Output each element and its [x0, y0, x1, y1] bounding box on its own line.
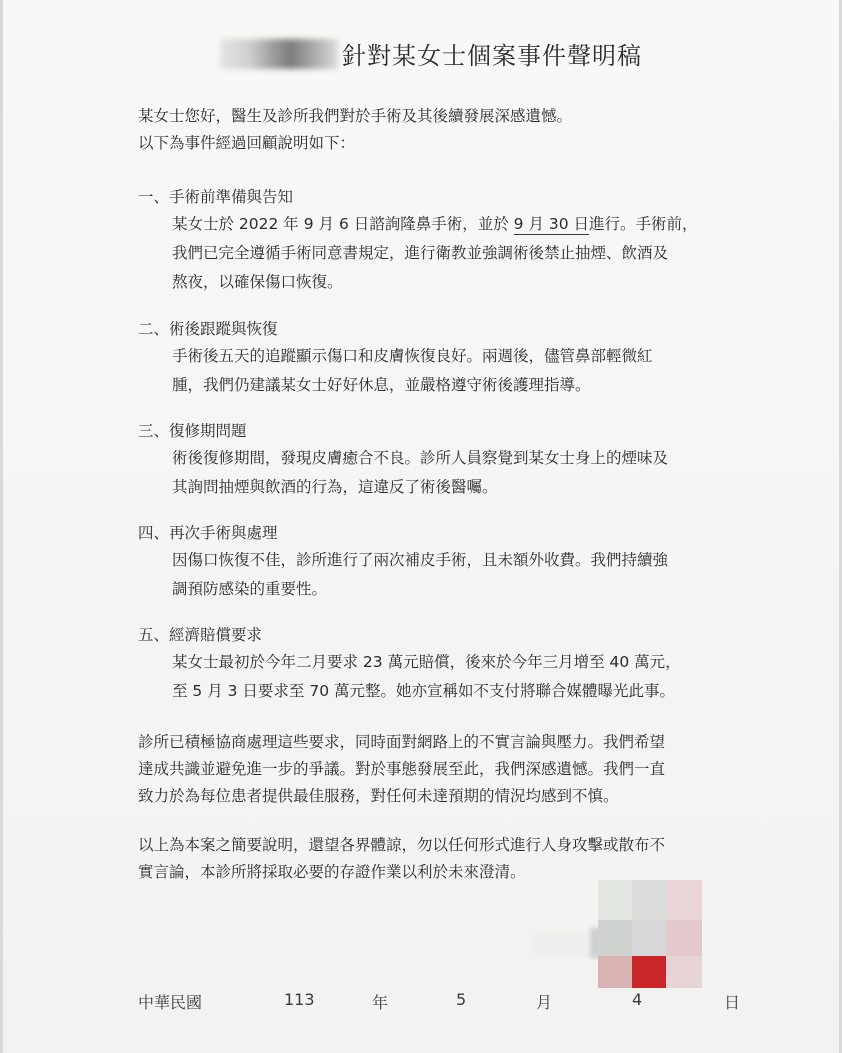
section-4-line-1: 因傷口恢復不佳，診所進行了兩次補皮手術，且未額外收費。我們持續強 — [172, 551, 669, 569]
section-4-line-2: 調預防感染的重要性。 — [172, 580, 328, 598]
date-era: 中華民國 — [138, 993, 203, 1012]
section-5-heading: 五、經濟賠償要求 — [138, 626, 263, 644]
date-line — [138, 990, 748, 1016]
final-line-2: 實言論，本診所將採取必要的存證作業以利於未來澄清。 — [138, 863, 526, 881]
closing-line-3: 致力於為每位患者提供最佳服務，對任何未達預期的情況均感到不慎。 — [138, 787, 619, 805]
statement-title — [220, 36, 680, 72]
intro-line-1: 某女士您好，醫生及診所我們對於手術及其後續發展深感遺憾。 — [138, 107, 573, 125]
date-month-unit: 月 — [536, 993, 553, 1012]
section-1-line-1 — [172, 210, 698, 239]
section-2-line-1: 手術後五天的追蹤顯示傷口和皮膚恢復良好。兩週後，儘管鼻部輕微紅 — [172, 347, 653, 365]
section-1-heading: 一、手術前準備與告知 — [138, 188, 294, 206]
section-1-line-1-pre: 某女士於 2022 年 9 月 6 日諮詢隆鼻手術，並於 — [172, 215, 514, 233]
date-day: 4 — [632, 990, 643, 1009]
page-left-edge — [0, 0, 3, 1053]
section-1-line-3: 熬夜，以確保傷口恢復。 — [172, 273, 343, 291]
section-1-line-1-post: 進行。手術前， — [589, 215, 698, 233]
redacted-signature-seal — [520, 880, 720, 990]
section-2-heading: 二、術後跟蹤與恢復 — [138, 320, 278, 338]
section-2-line-2: 腫，我們仍建議某女士好好休息，並嚴格遵守術後護理指導。 — [172, 376, 591, 394]
date-day-unit: 日 — [724, 993, 741, 1012]
intro-line-2: 以下為事件經過回顧說明如下： — [138, 134, 356, 152]
date-month: 5 — [456, 990, 467, 1009]
title-text: 針對某女士個案事件聲明稿 — [342, 42, 642, 70]
section-3-heading: 三、復修期問題 — [138, 422, 247, 440]
underlined-surgery-date: 9 月 30 日 — [513, 215, 590, 233]
section-3-line-1: 術後復修期間，發現皮膚癒合不良。診所人員察覺到某女士身上的煙味及 — [172, 449, 669, 467]
section-4-heading: 四、再次手術與處理 — [138, 524, 278, 542]
section-5-line-2: 至 5 月 3 日要求至 70 萬元整。她亦宣稱如不支付將聯合媒體曝光此事。 — [172, 682, 676, 700]
closing-line-1: 診所已積極協商處理這些要求，同時面對網路上的不實言論與壓力。我們希望 — [138, 733, 666, 751]
date-year: 113 — [284, 990, 315, 1009]
date-year-unit: 年 — [372, 993, 389, 1012]
section-1-line-2: 我們已完全遵循手術同意書規定，進行衛教並強調術後禁止抽煙、飲酒及 — [172, 244, 669, 262]
section-3-line-2: 其詢問抽煙與飲酒的行為，這違反了術後醫囑。 — [172, 478, 498, 496]
closing-line-2: 達成共識並避免進一步的爭議。對於事態發展至此，我們深感遺憾。我們一直 — [138, 760, 666, 778]
section-5-line-1: 某女士最初於今年二月要求 23 萬元賠償，後來於今年三月增至 40 萬元， — [172, 653, 681, 671]
final-line-1: 以上為本案之簡要說明，還望各界體諒，勿以任何形式進行人身攻擊或散布不 — [138, 836, 666, 854]
redacted-clinic-name — [220, 39, 338, 69]
